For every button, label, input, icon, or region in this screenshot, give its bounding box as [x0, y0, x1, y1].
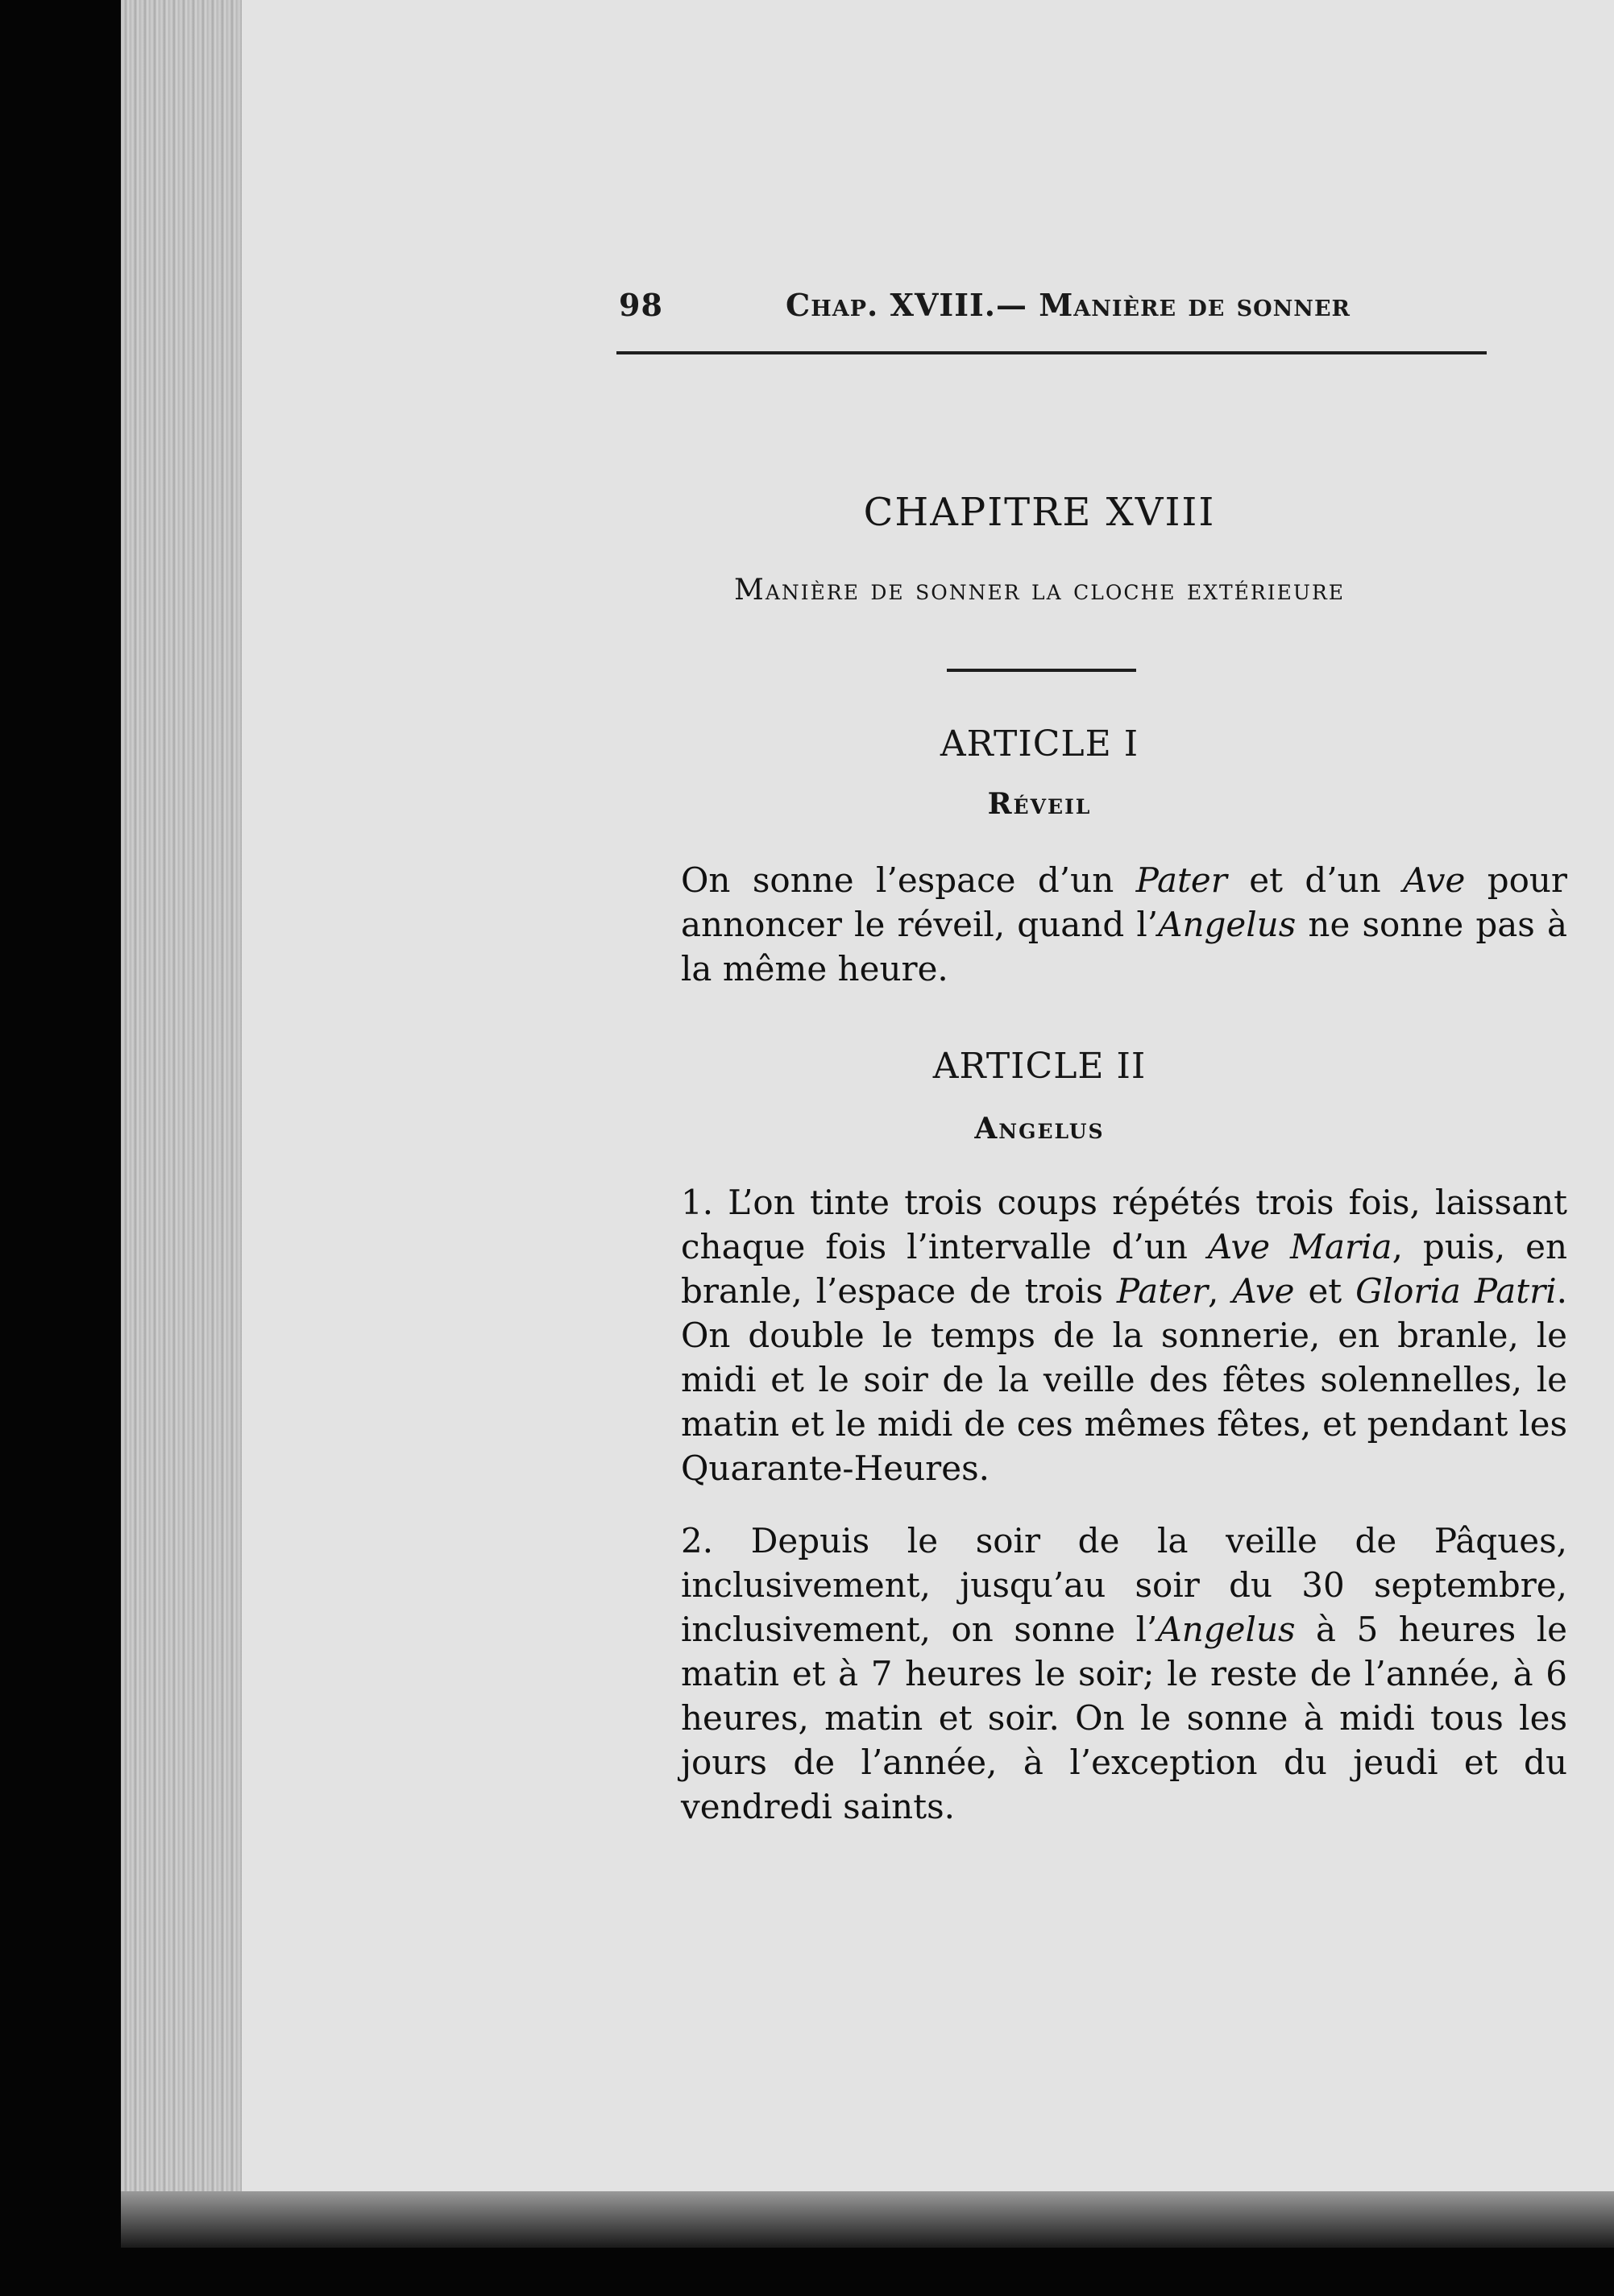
page-number: 98 [619, 287, 663, 323]
text-run: On sonne l’espace d’un [681, 860, 1136, 900]
text-run: . On double le temps de la sonnerie, en branle, le midi et le soir de la veille des fêtes solennelles, le matin et le midi de ces mêmes fêtes, et pendant les Quarante-Heures. [681, 1271, 1567, 1488]
article-2-title: Angelus [974, 1112, 1105, 1146]
italic-run: Pater [1116, 1271, 1209, 1311]
chapter-subtitle: Manière de sonner la cloche extérieure [733, 574, 1346, 607]
italic-run: Ave Maria [1207, 1227, 1392, 1266]
header-rule [616, 351, 1487, 354]
text-run: 1. L’on tinte trois coups répétés trois fois, laissant chaque fois l’intervalle d’un [681, 1183, 1567, 1266]
italic-run: Ave [1403, 860, 1466, 900]
text-run: et d’un [1226, 860, 1404, 900]
text-run: , puis, en branle, l’espace de trois [681, 1227, 1567, 1311]
text-run: à 5 heures le matin et à 7 heures le soir; le reste de l’année, à 6 heures, matin et soir. On le sonne à midi tous les jours de l’année, à l’exception du jeudi et du vendredi saints. [681, 1610, 1567, 1826]
text-run: 2. Depuis le soir de la veille de Pâques, inclusivement, jusqu’au soir du 30 septembre, inclusivement, on sonne l’ [681, 1521, 1567, 1649]
article-2-paragraph-1 [596, 1180, 1567, 1490]
text-run: et [1294, 1271, 1356, 1311]
page-bottom-shadow [121, 2191, 1614, 2248]
italic-run: Ave [1232, 1271, 1295, 1311]
italic-run: Gloria Patri [1355, 1271, 1557, 1311]
section-rule [947, 669, 1136, 672]
text-run: ne sonne pas à la même heure. [681, 905, 1567, 988]
running-title: Chap. XVIII.— Manière de sonner [786, 287, 1351, 323]
article-1-paragraph [596, 858, 1567, 991]
italic-run: Angelus [1157, 1610, 1296, 1649]
article-2-heading: ARTICLE II [932, 1046, 1147, 1087]
article-2-paragraph-2 [596, 1519, 1567, 1829]
article-1-title: Réveil [987, 787, 1092, 821]
italic-run: Angelus [1158, 905, 1297, 944]
chapter-title: CHAPITRE XVIII [863, 490, 1216, 535]
text-run: pour annoncer le réveil, quand l’ [681, 860, 1567, 944]
article-1-heading: ARTICLE I [940, 723, 1139, 765]
text-run: , [1208, 1271, 1233, 1311]
italic-run: Pater [1135, 860, 1227, 900]
